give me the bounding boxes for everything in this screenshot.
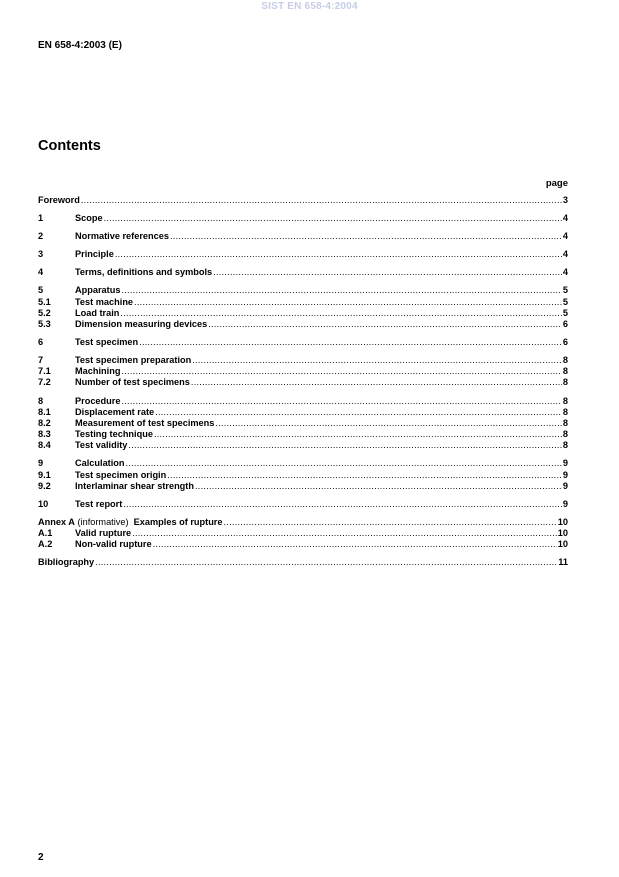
toc-entry-title (75, 213, 104, 224)
toc-entry-page: 6 (562, 318, 568, 329)
toc-entry-title (38, 557, 95, 568)
toc-entry-line (75, 377, 568, 388)
toc-entry-title-text: Dimension measuring devices (75, 318, 208, 329)
toc-leader-dots (121, 396, 561, 407)
toc-entry-title (75, 249, 115, 260)
toc-leader-dots (170, 231, 562, 242)
toc-entry-line (75, 418, 568, 429)
toc-entry-title (75, 440, 128, 451)
toc-entry[interactable] (38, 249, 568, 260)
toc-entry-number: 7.2 (38, 377, 51, 388)
toc-entry-title (75, 539, 153, 550)
toc-entry-title-text: Interlaminar shear strength (75, 480, 194, 491)
toc-entry[interactable] (38, 267, 568, 278)
toc-entry-page: 4 (562, 213, 568, 224)
toc-entry-page: 10 (557, 539, 568, 550)
toc-entry-title-text: Procedure (75, 395, 121, 406)
toc-entry-number: 1 (38, 213, 44, 224)
toc-entry-page: 8 (562, 406, 568, 417)
toc-entry-title-text: Apparatus (75, 285, 121, 296)
toc-entry-number: 7.1 (38, 366, 51, 377)
toc-entry-line (75, 319, 568, 330)
toc-entry-number: 6 (38, 337, 44, 348)
toc-entry[interactable] (38, 195, 568, 206)
toc-entry-title-text: Load train (75, 307, 120, 318)
toc-entry-page: 4 (562, 267, 568, 278)
toc-leader-dots (192, 355, 562, 366)
toc-entry-title-text: Principle (75, 249, 114, 260)
toc-leader-dots (115, 249, 562, 260)
toc-entry-line (75, 396, 568, 407)
toc-entry-title-text: Test validity (75, 440, 128, 451)
toc-leader-dots (95, 557, 557, 568)
toc-entry-title-text: Valid rupture (75, 528, 132, 539)
toc-entry-title (75, 297, 134, 308)
toc-entry-title-text: Calculation (75, 458, 125, 469)
toc-leader-dots (120, 308, 561, 319)
toc-entry[interactable] (38, 458, 568, 469)
toc-entry-title-text: Measurement of test specimens (75, 417, 215, 428)
toc-entry-page: 4 (562, 249, 568, 260)
toc-entry-title-text: Foreword (38, 195, 80, 205)
toc-entry-title-text: Test machine (75, 296, 134, 307)
toc-entry-number: 10 (38, 498, 49, 509)
toc-leader-dots (126, 458, 562, 469)
toc-entry-line (75, 440, 568, 451)
toc-entry[interactable] (38, 297, 568, 308)
toc-entry[interactable] (38, 366, 568, 377)
toc-entry[interactable] (38, 517, 568, 528)
toc-leader-dots (208, 319, 562, 330)
toc-entry-page: 5 (562, 285, 568, 296)
toc-entry-number: 9 (38, 458, 44, 469)
toc-entry-page: 8 (562, 355, 568, 366)
toc-entry-title (75, 396, 121, 407)
toc-entry[interactable] (38, 539, 568, 550)
watermark: SIST EN 658-4:2004 (261, 1, 358, 12)
toc-entry-line (75, 366, 568, 377)
toc-entry-page: 5 (562, 307, 568, 318)
toc-entry-title (75, 470, 167, 481)
toc-entry-line (75, 470, 568, 481)
toc-entry-title (75, 429, 154, 440)
toc-entry-number: A.2 (38, 539, 53, 550)
toc-entry-title-text: Non-valid rupture (75, 539, 152, 550)
toc-entry-title (75, 418, 215, 429)
toc-entry[interactable] (38, 557, 568, 568)
toc-entry[interactable] (38, 429, 568, 440)
toc-entry-title (38, 517, 224, 528)
toc-entry-page: 8 (562, 440, 568, 451)
toc-entry-line (75, 297, 568, 308)
toc-entry-page: 9 (562, 458, 568, 469)
toc-entry-number: 7 (38, 355, 44, 366)
toc-entry-title (75, 267, 213, 278)
toc-entry-title (75, 337, 139, 348)
toc-entry[interactable] (38, 285, 568, 296)
toc-entry-title-text: Machining (75, 366, 121, 377)
toc-leader-dots (132, 528, 557, 539)
toc-leader-dots (213, 267, 562, 278)
toc-leader-dots (167, 470, 562, 481)
toc-leader-dots (104, 213, 562, 224)
toc-entry-title (75, 499, 123, 510)
toc-leader-dots (128, 440, 561, 451)
toc-leader-dots (191, 377, 562, 388)
toc-entry-number: 9.1 (38, 469, 51, 480)
toc-entry-annex-title: Examples of rupture (133, 516, 223, 527)
toc-entry[interactable] (38, 440, 568, 451)
toc-entry-title-text: Test report (75, 498, 123, 509)
toc-entry-page: 5 (562, 296, 568, 307)
toc-leader-dots (154, 429, 562, 440)
toc-entry[interactable] (38, 407, 568, 418)
toc-entry-page: 10 (557, 516, 568, 527)
toc-entry-number: 3 (38, 249, 44, 260)
toc-entry-page: 8 (562, 429, 568, 440)
toc-entry-line (75, 337, 568, 348)
toc-entry-title-text: Scope (75, 213, 103, 224)
toc-entry[interactable] (38, 308, 568, 319)
toc-entry-title (75, 481, 195, 492)
toc-entry-title (75, 528, 132, 539)
toc-entry[interactable] (38, 319, 568, 330)
toc-entry[interactable] (38, 337, 568, 348)
toc-entry-line (75, 458, 568, 469)
toc-entry-page: 6 (562, 337, 568, 348)
toc-entry[interactable] (38, 213, 568, 224)
toc-entry-title (75, 407, 155, 418)
toc-entry-title-text: Test specimen (75, 337, 139, 348)
page-column-label: page (545, 178, 568, 189)
toc-entry[interactable] (38, 470, 568, 481)
toc-entry-line (75, 407, 568, 418)
toc-entry-title (75, 355, 192, 366)
toc-entry-title-text: Testing technique (75, 429, 153, 440)
toc-entry-page: 3 (562, 195, 568, 205)
toc-leader-dots (121, 285, 561, 296)
toc-entry-page: 4 (562, 231, 568, 242)
toc-entry-page: 8 (562, 417, 568, 428)
table-of-contents (38, 195, 568, 569)
toc-entry-number: 5.1 (38, 296, 51, 307)
toc-entry[interactable] (38, 231, 568, 242)
toc-entry-line (75, 539, 568, 550)
toc-entry-title (75, 377, 191, 388)
toc-entry-line (75, 429, 568, 440)
toc-entry-line (75, 249, 568, 260)
toc-entry-number: 5.3 (38, 318, 51, 329)
toc-leader-dots (134, 297, 562, 308)
toc-entry-page: 9 (562, 480, 568, 491)
toc-entry-page: 11 (558, 557, 568, 568)
toc-entry-title (75, 308, 120, 319)
toc-entry[interactable] (38, 499, 568, 510)
toc-leader-dots (153, 539, 557, 550)
toc-entry[interactable] (38, 418, 568, 429)
toc-entry-line (75, 481, 568, 492)
toc-entry-page: 9 (562, 469, 568, 480)
toc-entry-number: 4 (38, 267, 44, 278)
toc-entry-title (75, 319, 208, 330)
toc-entry-number: 5.2 (38, 307, 51, 318)
toc-entry-number: 8 (38, 395, 44, 406)
toc-entry-page: 10 (557, 528, 568, 539)
toc-entry-title (75, 231, 170, 242)
toc-leader-dots (81, 195, 562, 206)
toc-entry-line (75, 267, 568, 278)
toc-entry-title-text: Displacement rate (75, 406, 155, 417)
toc-entry-number: 2 (38, 231, 44, 242)
toc-entry-number: 8.3 (38, 429, 51, 440)
toc-entry[interactable] (38, 481, 568, 492)
toc-entry-title (38, 195, 81, 206)
toc-entry-title-text: Test specimen preparation (75, 355, 192, 366)
toc-entry-page: 8 (562, 366, 568, 377)
toc-entry-page: 9 (562, 498, 568, 509)
toc-entry[interactable] (38, 377, 568, 388)
toc-entry-title-text: Annex A (38, 516, 75, 527)
toc-leader-dots (224, 517, 557, 528)
toc-entry-number: 8.2 (38, 417, 51, 428)
toc-entry-number: 9.2 (38, 480, 51, 491)
toc-leader-dots (195, 481, 562, 492)
toc-leader-dots (155, 407, 562, 418)
toc-entry-line (75, 213, 568, 224)
toc-entry-line (75, 355, 568, 366)
toc-entry-title (75, 366, 121, 377)
toc-entry-line (38, 517, 568, 528)
toc-entry-page: 8 (562, 377, 568, 388)
toc-entry-line (38, 195, 568, 206)
toc-entry[interactable] (38, 528, 568, 539)
toc-entry-line (75, 499, 568, 510)
toc-entry-line (75, 528, 568, 539)
toc-entry-title-text: Terms, definitions and symbols (75, 267, 213, 278)
toc-entry-title-text: Number of test specimens (75, 377, 190, 388)
toc-entry[interactable] (38, 396, 568, 407)
footer-page-number: 2 (38, 852, 44, 863)
toc-entry-title (75, 285, 121, 296)
toc-leader-dots (121, 366, 561, 377)
toc-entry-annex-type: (informative) (74, 516, 134, 527)
toc-entry-title-text: Bibliography (38, 557, 95, 568)
toc-entry-number: 5 (38, 285, 44, 296)
toc-entry[interactable] (38, 355, 568, 366)
toc-entry-number: 8.4 (38, 440, 51, 451)
toc-entry-page: 8 (562, 395, 568, 406)
toc-leader-dots (215, 418, 561, 429)
toc-entry-number: 8.1 (38, 406, 51, 417)
toc-entry-title (75, 458, 126, 469)
toc-entry-line (75, 285, 568, 296)
toc-entry-line (75, 308, 568, 319)
document-id: EN 658-4:2003 (E) (38, 40, 122, 51)
toc-entry-number: A.1 (38, 528, 53, 539)
toc-entry-line (38, 557, 568, 568)
toc-leader-dots (123, 499, 562, 510)
contents-title: Contents (38, 138, 101, 154)
toc-entry-title-text: Normative references (75, 231, 169, 242)
toc-leader-dots (139, 337, 562, 348)
toc-entry-title-text: Test specimen origin (75, 469, 167, 480)
toc-entry-line (75, 231, 568, 242)
